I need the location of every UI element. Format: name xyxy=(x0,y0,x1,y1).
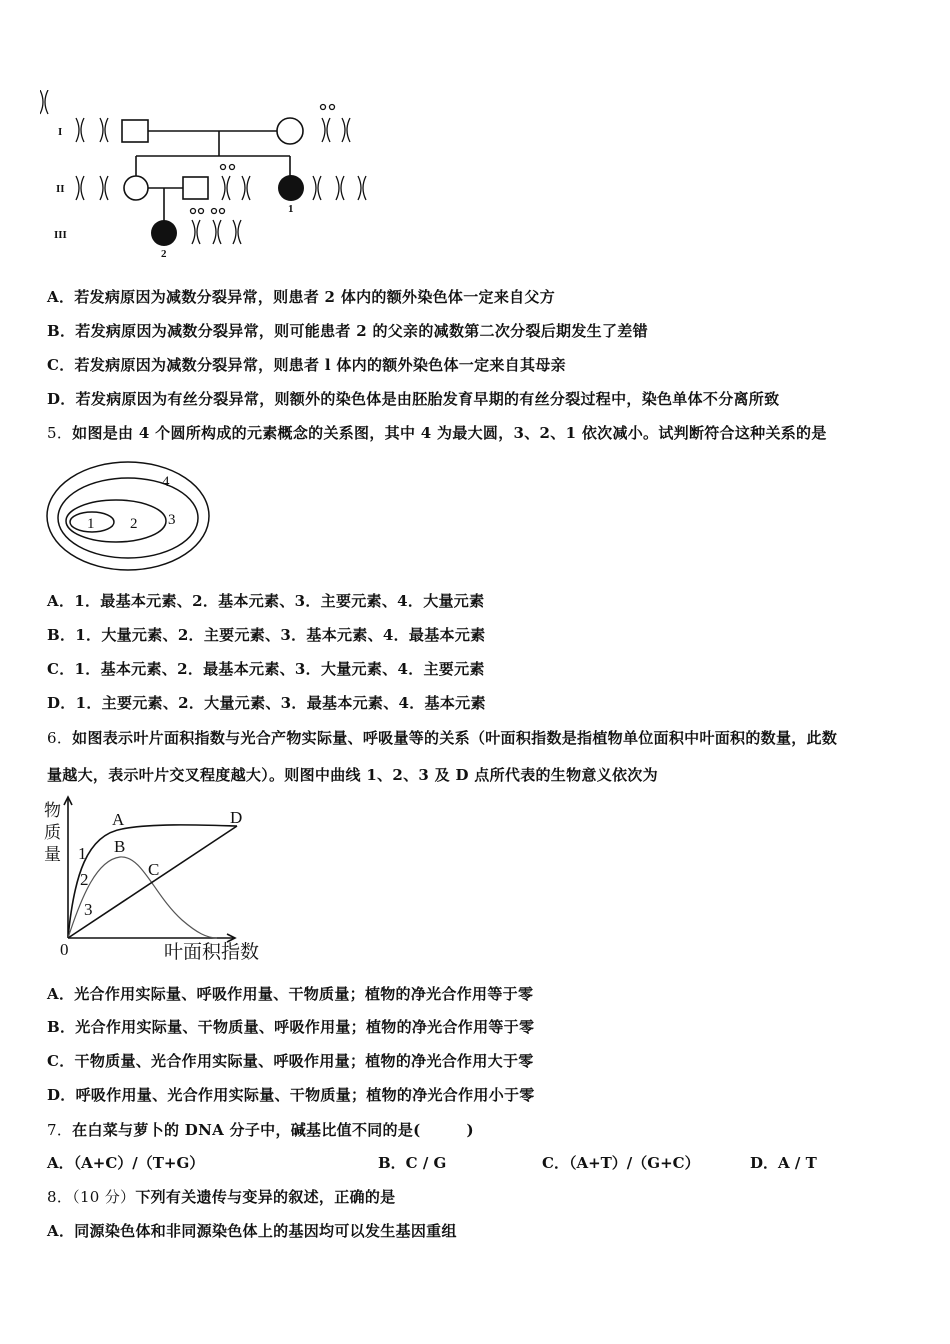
leaf-area-chart xyxy=(42,795,272,970)
curve-3-label: 3 xyxy=(84,900,93,919)
q6-question-line2: 量越大，表示叶片交叉程度越大）。则图中曲线 1、2、3 及 D 点所代表的生物意义依次为 xyxy=(47,766,658,784)
circle-label: 3 xyxy=(168,512,176,528)
q8-option-a: A．同源染色体和非同源染色体上的基因均可以发生基因重组 xyxy=(47,1222,457,1240)
patient-label: 1 xyxy=(288,203,294,215)
generation-label: III xyxy=(54,229,67,241)
patient-2-symbol xyxy=(151,220,177,246)
point-c-label: C xyxy=(148,860,160,879)
origin-label: 0 xyxy=(60,940,69,959)
q5-option-b: B．1．大量元素、2．主要元素、3．基本元素、4．最基本元素 xyxy=(47,626,486,644)
question-number: 8． xyxy=(47,1188,73,1206)
circle-label: 2 xyxy=(130,516,138,532)
pedigree-diagram xyxy=(40,90,400,270)
patient-1-symbol xyxy=(278,175,304,201)
patient-label: 2 xyxy=(161,248,167,260)
question-number: 5． xyxy=(47,424,73,442)
x-axis-label: 叶面积指数 xyxy=(164,942,260,963)
q7-option-d: D．A / T xyxy=(750,1154,817,1172)
q8-question xyxy=(47,1186,395,1207)
q5-option-c: C．1．基本元素、2．最基本元素、3．大量元素、4．主要元素 xyxy=(47,660,485,678)
q5-option-d: D．1．主要元素、2．大量元素、3．最基本元素、4．基本元素 xyxy=(47,694,486,712)
question-stem: 下列有关遗传与变异的叙述，正确的是 xyxy=(135,1188,396,1206)
q6-option-b: B．光合作用实际量、干物质量、呼吸作用量；植物的净光合作用等于零 xyxy=(47,1018,535,1036)
question-stem: 在白菜与萝卜的 DNA 分子中，碱基比值不同的是( ) xyxy=(72,1121,474,1139)
q6-option-a: A．光合作用实际量、呼吸作用量、干物质量；植物的净光合作用等于零 xyxy=(47,985,534,1003)
point-b-label: B xyxy=(114,837,126,856)
q6-option-d: D．呼吸作用量、光合作用实际量、干物质量；植物的净光合作用小于零 xyxy=(47,1086,535,1104)
circle-label: 1 xyxy=(87,516,95,532)
q5-option-a: A．1．最基本元素、2．基本元素、3．主要元素、4．大量元素 xyxy=(47,592,485,610)
generation-label: I xyxy=(58,126,63,138)
chromosome-icons xyxy=(40,90,366,244)
q4-option-b: B．若发病原因为减数分裂异常，则可能患者 2 的父亲的减数第二次分裂后期发生了差错 xyxy=(47,322,648,340)
q7-option-b: B．C / G xyxy=(378,1154,447,1172)
q6-option-c: C．干物质量、光合作用实际量、呼吸作用量；植物的净光合作用大于零 xyxy=(47,1052,534,1070)
q4-option-c: C．若发病原因为减数分裂异常，则患者 l 体内的额外染色体一定来自其母亲 xyxy=(47,356,566,374)
q4-option-a: A．若发病原因为减数分裂异常，则患者 2 体内的额外染色体一定来自父方 xyxy=(47,288,556,306)
curve-2 xyxy=(68,857,217,938)
question-stem: 如图表示叶片面积指数与光合产物实际量、呼吸量等的关系（叶面积指数是指植物单位面积中叶面积的数量，此数 xyxy=(72,729,838,747)
q7-option-c: C．（A+T）/（G+C） xyxy=(542,1154,700,1172)
q6-question-line1 xyxy=(47,727,837,748)
q5-question xyxy=(47,422,827,443)
y-axis-label: 物质量 xyxy=(44,801,61,864)
point-a-label: A xyxy=(112,810,125,829)
q4-option-d: D．若发病原因为有丝分裂异常，则额外的染色体是由胚胎发育早期的有丝分裂过程中，染色单体不分离所致 xyxy=(47,390,780,408)
question-number: 7． xyxy=(47,1121,73,1139)
circle-label: 4 xyxy=(162,474,170,490)
q7-question xyxy=(47,1119,474,1140)
question-stem: 如图是由 4 个圆所构成的元素概念的关系图，其中 4 为最大圆，3、2、1 依次减小。试判断符合这种关系的是 xyxy=(72,424,827,442)
question-score: （10 分） xyxy=(72,1188,136,1206)
curve-2-label: 2 xyxy=(80,870,89,889)
generation-label: II xyxy=(56,183,65,195)
element-circles-diagram xyxy=(44,458,214,574)
curve-3 xyxy=(68,826,237,938)
point-d-label: D xyxy=(230,808,243,827)
question-number: 6． xyxy=(47,729,73,747)
curve-1-label: 1 xyxy=(78,844,87,863)
q7-option-a: A．（A+C）/（T+G） xyxy=(47,1154,205,1172)
